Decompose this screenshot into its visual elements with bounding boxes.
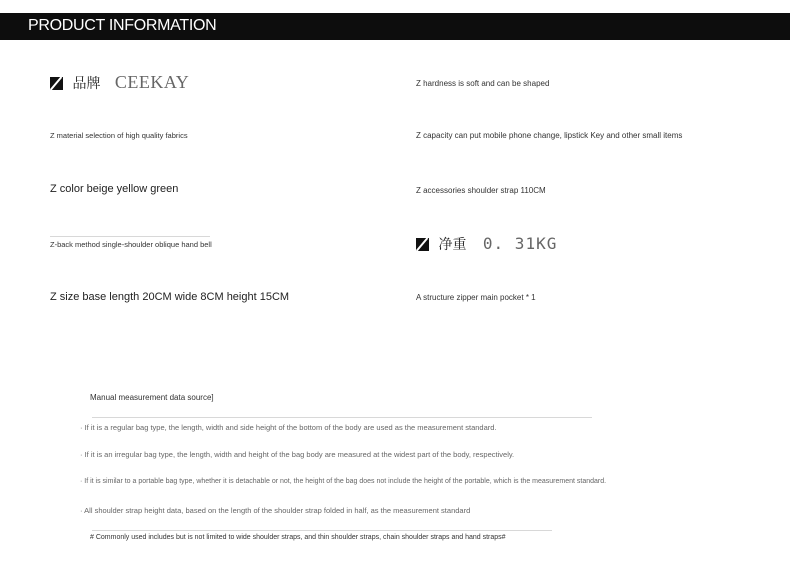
brand-row <box>50 72 189 93</box>
note-item: · If it is a regular bag type, the length, width and side height of the bottom of the body are used as the measurement standard. <box>80 423 497 432</box>
notes-title: Manual measurement data source] <box>90 393 214 402</box>
brand-value: CEEKAY <box>114 72 190 92</box>
color-text: Z color beige yellow green <box>50 183 179 195</box>
weight-value: 0. 31KG <box>482 234 558 253</box>
size-text: Z size base length 20CM wide 8CM height 15CM <box>50 291 290 303</box>
divider <box>50 236 210 237</box>
structure-text: A structure zipper main pocket * 1 <box>416 293 536 302</box>
capacity-text: Z capacity can put mobile phone change, lipstick Key and other small items <box>416 131 683 140</box>
divider <box>92 530 552 531</box>
accessories-text: Z accessories shoulder strap 110CM <box>416 186 546 195</box>
divider <box>92 417 592 418</box>
footnote: # Commonly used includes but is not limited to wide shoulder straps, and thin shoulder straps, chain shoulder straps and hand straps# <box>90 534 506 541</box>
note-item: · If it is similar to a portable bag type, whether it is detachable or not, the height of the bag does not include the height of the portable, which is the measurement standard. <box>80 478 607 485</box>
material-text: Z material selection of high quality fabrics <box>50 131 188 140</box>
weight-row <box>416 234 557 254</box>
back-method-text: Z-back method single-shoulder oblique hand bell <box>50 240 212 249</box>
header-bar <box>0 13 790 40</box>
z-logo-icon <box>50 77 63 90</box>
weight-label: 净重 <box>438 237 467 253</box>
note-item: · If it is an irregular bag type, the length, width and height of the bag body are measured at the widest part of the body, respectively. <box>80 450 515 459</box>
hardness-text: Z hardness is soft and can be shaped <box>416 79 550 88</box>
page-title: PRODUCT INFORMATION <box>28 17 217 34</box>
z-logo-icon <box>416 238 429 251</box>
brand-label: 品牌 <box>72 76 101 92</box>
note-item: · All shoulder strap height data, based on the length of the shoulder strap folded in half, as the measurement standard <box>80 506 471 515</box>
